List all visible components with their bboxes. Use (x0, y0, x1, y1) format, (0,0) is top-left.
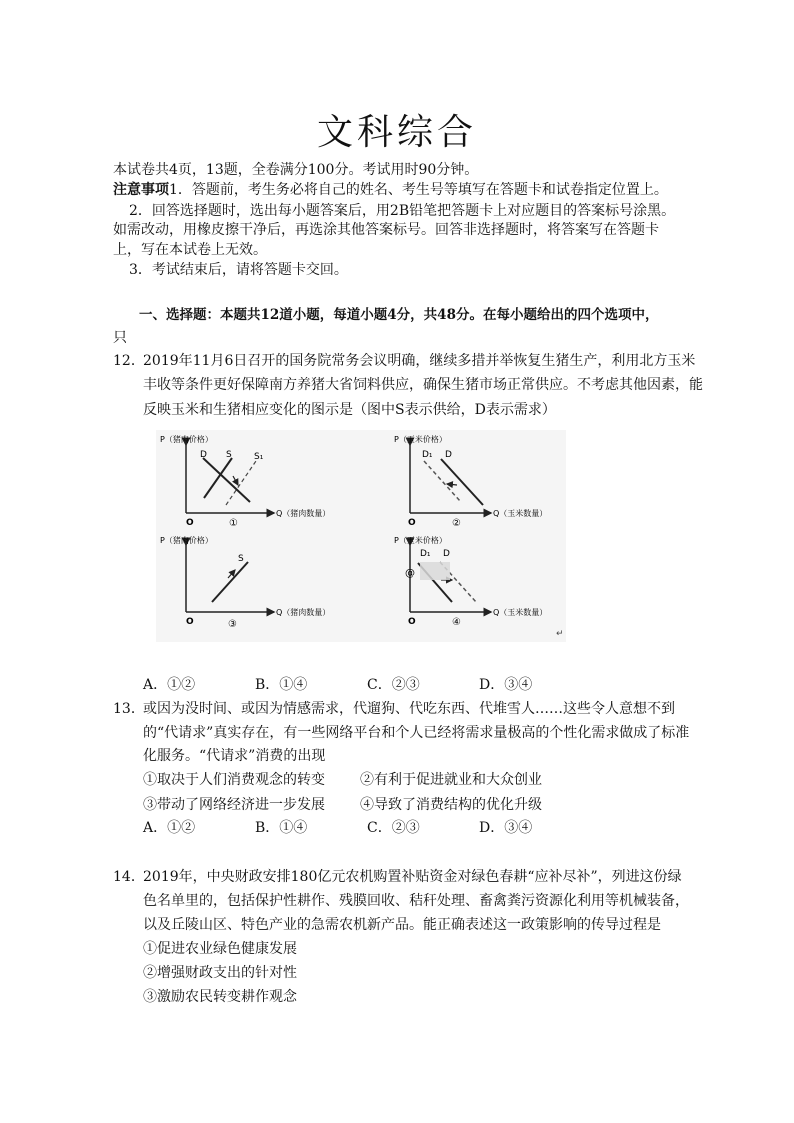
g1-s: S (226, 450, 232, 460)
q14-line-1: 2019年，中央财政安排180亿元农机购置补贴资金对绿色春耕“应补尽补”，列进这份绿 (143, 869, 682, 885)
intro-line: 本试卷共4页，13题，全卷满分100分。考试用时90分钟。 (113, 162, 479, 178)
q12-option-d: D．③④ (479, 677, 533, 693)
section-header: 一、选择题：本题共12道小题，每道小题4分，共48分。在每小题给出的四个选项中， (139, 307, 659, 323)
q12-option-c: C．②③ (367, 677, 420, 693)
g2-x-label: Q（玉米数量） (493, 509, 548, 518)
q14-line-3: 以及丘陵山区、特色产业的急需农机新产品。能正确表述这一政策影响的传导过程是 (143, 917, 661, 933)
q12-number: 12． (113, 353, 145, 369)
g1-d: D (200, 450, 207, 460)
page-title: 文科综合 (316, 112, 477, 153)
g1-num: ① (229, 518, 238, 529)
g1-x-label: Q（猪肉数量） (276, 509, 331, 518)
g2-d: D (445, 450, 452, 460)
g1-origin: O (186, 518, 194, 528)
g2-origin: O (408, 518, 416, 528)
q13-option-d: D．③④ (479, 820, 533, 836)
q12-option-b: B．①④ (255, 677, 308, 693)
q13-number: 13． (113, 701, 145, 717)
notice-line-3: 3．考试结束后，请将答题卡交回。 (129, 262, 348, 278)
g2-y-label: P（玉米价格） (394, 435, 447, 444)
g3-s: S (238, 554, 244, 564)
graph-4 (394, 535, 547, 628)
g4-num: ④ (452, 617, 461, 628)
q13-option-c: C．②③ (367, 820, 420, 836)
notice-line-2c: 上，写在本试卷上无效。 (113, 242, 267, 258)
g4-origin: O (408, 617, 416, 627)
g1-y-label: P（猪肉价格） (160, 435, 213, 444)
q12-line-2: 丰收等条件更好保障南方养猪大省饲料供应，确保生猪市场正常供应。不考虑其他因素，能 (143, 377, 703, 393)
g3-y-label: P（猪肉价格） (160, 536, 213, 545)
g4-d: D (443, 549, 450, 559)
g4-at: @ (405, 568, 415, 579)
notice-line-1 (113, 180, 668, 200)
q13-option-b: B．①④ (255, 820, 308, 836)
q14-item-1: ①促进农业绿色健康发展 (143, 941, 297, 957)
notice-line-2: 2．回答选择题时，选出每小题答案后，用2B铅笔把答题卡上对应题目的答案标号涂黑。 (129, 203, 676, 219)
g4-x-label: Q（玉米数量） (493, 608, 548, 617)
q12-graph-panel (156, 430, 566, 642)
g4-y-label: P（玉米价格） (394, 536, 447, 545)
q13-line-2: 的“代请求”真实存在，有一些网络平台和个人已经将需求量极高的个性化需求做成了标准 (143, 725, 690, 741)
q14-number: 14． (113, 869, 145, 885)
q14-item-2: ②增强财政支出的针对性 (143, 965, 297, 981)
graph-2 (394, 434, 547, 529)
q12-line-3: 反映玉米和生猪相应变化的图示是（图中S表示供给，D表示需求） (143, 402, 556, 418)
notice-1-text: 1．答题前，考生务必将自己的姓名、考生号等填写在答题卡和试卷指定位置上。 (169, 182, 668, 198)
demand-d-line (441, 459, 483, 505)
notice-label: 注意事项 (113, 182, 169, 198)
q13-option-a: A．①② (143, 820, 196, 836)
q13-line-3: 化服务。“代请求”消费的出现 (143, 748, 326, 764)
shift-arrow (233, 476, 238, 485)
q12-graphs (156, 430, 566, 642)
q13-item-4: ④导致了消费结构的优化升级 (360, 797, 542, 813)
g2-num: ② (452, 518, 461, 529)
g3-x-label: Q（猪肉数量） (276, 608, 331, 617)
g2-d1: D₁ (422, 450, 433, 460)
blur-smudge (420, 562, 450, 580)
q13-line-1: 或因为没时间、或因为情感需求，代遛狗、代吃东西、代堆雪人……这些令人意想不到 (143, 701, 675, 717)
supply-line (212, 562, 248, 602)
q12-option-a: A．①② (143, 677, 196, 693)
q14-item-3: ③激励农民转变耕作观念 (143, 989, 297, 1005)
notice-line-2b: 如需改动，用橡皮擦干净后，再选涂其他答案标号。回答非选择题时，将答案写在答题卡 (113, 222, 659, 238)
shift-arrow (447, 484, 457, 485)
g3-num: ③ (228, 619, 237, 630)
graph-3 (160, 535, 330, 630)
g4-d1: D₁ (420, 549, 431, 559)
q13-item-2: ②有利于促进就业和大众创业 (360, 772, 542, 788)
g3-origin: O (186, 617, 194, 627)
q12-options (143, 675, 532, 695)
demand-d1-line (424, 461, 460, 501)
q13-item-3: ③带动了网络经济进一步发展 (143, 797, 325, 813)
q13-options (143, 818, 532, 838)
g1-s1: S₁ (254, 452, 264, 462)
graph-1 (160, 434, 330, 529)
q13-item-1: ①取决于人们消费观念的转变 (143, 772, 325, 788)
return-mark: ↵ (556, 629, 564, 639)
section-header-cont: 只 (113, 330, 127, 346)
q14-line-2: 色名单里的，包括保护性耕作、残膜回收、秸秆处理、畜禽粪污资源化利用等机械装备， (143, 893, 689, 909)
q12-line-1: 2019年11月6日召开的国务院常务会议明确，继续多措并举恢复生猪生产，利用北方玉米 (143, 353, 696, 369)
